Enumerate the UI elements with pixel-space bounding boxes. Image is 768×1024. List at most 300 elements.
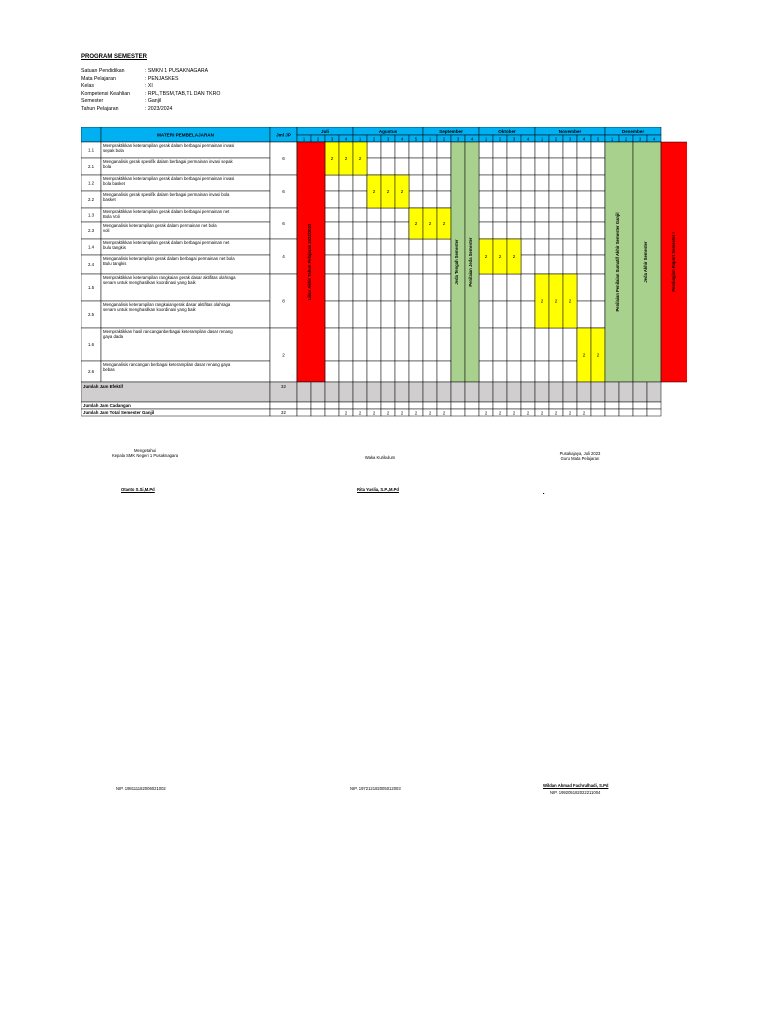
row-no: 1.3 <box>87 212 95 218</box>
week-cell <box>479 222 493 239</box>
week-header-label: 4 <box>344 136 348 142</box>
week-cell <box>423 239 437 255</box>
week-cell <box>591 142 605 158</box>
row-no: 1.6 <box>87 342 95 347</box>
footer-week-cell <box>591 409 605 416</box>
week-cell <box>563 239 577 255</box>
footer-jp: 32 <box>281 384 286 389</box>
week-cell <box>521 274 535 301</box>
footer-week-cell <box>465 382 479 402</box>
footer-week-cell <box>465 409 479 416</box>
footer-week-cell <box>325 409 339 416</box>
week-cell <box>549 255 563 274</box>
week-cell <box>591 274 605 301</box>
week-cell <box>479 361 493 382</box>
footer-week-cell <box>297 402 311 409</box>
week-cell <box>395 274 409 301</box>
week-cell <box>437 142 451 158</box>
program-semester-table <box>81 127 687 425</box>
week-cell <box>381 361 395 382</box>
row-materi-text: basket <box>103 197 116 202</box>
week-cell <box>325 208 339 222</box>
week-cell <box>367 222 381 239</box>
week-cell <box>437 191 451 208</box>
week-cell <box>577 222 591 239</box>
week-cell <box>353 175 367 191</box>
week-cell <box>339 301 353 328</box>
week-cell <box>423 274 437 301</box>
week-cell <box>563 328 577 361</box>
week-cell <box>409 361 423 382</box>
footer-week-cell <box>451 409 465 416</box>
footer-week-cell <box>591 402 605 409</box>
week-header-label: 4 <box>652 136 656 142</box>
week-cell <box>479 158 493 175</box>
week-cell <box>395 255 409 274</box>
week-cell <box>437 239 451 255</box>
pas-band-label: Penilaian Penilaian Sumatif Akhir Semester Ganjil <box>615 212 620 312</box>
week-cell <box>521 328 535 361</box>
week-cell <box>479 208 493 222</box>
row-materi-text: bola basket <box>103 181 125 186</box>
total-week-value: 2 <box>428 410 432 416</box>
week-cell <box>507 328 521 361</box>
total-week-value: 2 <box>372 410 376 416</box>
week-cell <box>339 191 353 208</box>
week-cell <box>367 142 381 158</box>
row-materi-text: Mempraktikkan keterampilan gerak dalam berbagai permainan net <box>103 209 230 214</box>
week-cell <box>395 301 409 328</box>
yellow-cell-value: 2 <box>372 189 376 194</box>
row-materi-text: Mempraktikkan keterampilan gerak dalam berbagai permainan net <box>103 240 230 245</box>
week-cell <box>479 175 493 191</box>
footer-week-cell <box>535 402 549 409</box>
info-value: : XI <box>145 83 153 90</box>
info-value: : 2023/2024 <box>145 105 173 112</box>
yellow-cell-value: 2 <box>582 352 586 358</box>
footer-week-cell <box>311 402 325 409</box>
week-cell <box>591 222 605 239</box>
week-cell <box>409 274 423 301</box>
row-no: 1.2 <box>87 180 95 186</box>
week-cell <box>367 158 381 175</box>
week-header-label: 5 <box>596 136 600 142</box>
yellow-cell-value: 2 <box>596 352 600 358</box>
week-cell <box>325 274 339 301</box>
week-cell <box>507 301 521 328</box>
footer-week-cell <box>633 382 647 402</box>
week-header-label: 1 <box>484 136 488 142</box>
week-cell <box>563 175 577 191</box>
week-cell <box>535 222 549 239</box>
week-cell <box>563 158 577 175</box>
week-header-label: 2 <box>316 136 320 142</box>
info-row <box>81 106 220 114</box>
info-row <box>81 68 220 76</box>
yellow-cell-value: 2 <box>442 221 446 226</box>
sig-right-name: Wildan Ahmad Fachrulhadi, S.Pd <box>543 783 609 788</box>
jts-band-label: Jeda Tengah Semester <box>454 239 459 285</box>
footer-label: Jumlah Jam Total Semester Ganjil <box>83 410 155 415</box>
row-no: 2.4 <box>87 262 95 267</box>
week-cell <box>535 142 549 158</box>
week-cell <box>339 222 353 239</box>
week-cell <box>367 361 381 382</box>
week-cell <box>493 208 507 222</box>
week-cell <box>577 301 591 328</box>
footer-week-cell <box>437 382 451 402</box>
footer-week-cell <box>619 409 633 416</box>
week-cell <box>535 239 549 255</box>
footer-week-cell <box>409 382 423 402</box>
week-cell <box>521 239 535 255</box>
row-materi-text: Mempraktikkan keterampilan gerak dalam berbagai permainan invasi <box>103 176 235 181</box>
week-cell <box>563 191 577 208</box>
sig-middle-name: Rita Yuslia, S.P.,M.Pd <box>357 487 399 492</box>
jp-value: 6 <box>282 156 285 161</box>
week-cell <box>325 175 339 191</box>
week-cell <box>367 208 381 222</box>
yellow-cell-value: 2 <box>554 298 558 304</box>
footer-week-cell <box>549 402 563 409</box>
footer-week-cell <box>507 382 521 402</box>
week-cell <box>507 222 521 239</box>
pts-band-label: Penilaian Jeda Semester <box>468 237 473 287</box>
week-cell <box>353 301 367 328</box>
footer-week-cell <box>577 402 591 409</box>
week-cell <box>395 328 409 361</box>
week-cell <box>339 328 353 361</box>
footer-week-cell <box>367 402 381 409</box>
month-header-label: September <box>439 129 463 134</box>
week-cell <box>437 158 451 175</box>
sig-right-line2: Guru Mata Pelajaran <box>560 456 600 461</box>
week-cell <box>507 191 521 208</box>
week-header-label: 1 <box>610 136 614 142</box>
week-cell <box>591 158 605 175</box>
week-cell <box>535 328 549 361</box>
week-cell <box>493 142 507 158</box>
week-cell <box>563 361 577 382</box>
week-cell <box>563 255 577 274</box>
week-cell <box>423 361 437 382</box>
footer-week-cell <box>591 382 605 402</box>
sig-left-name: Otanto S.Si,M.Pd <box>121 487 155 492</box>
total-week-value: 2 <box>344 410 348 416</box>
sig-left-line1: Mengetahui <box>134 448 156 453</box>
signature-right <box>535 451 625 461</box>
week-cell <box>493 175 507 191</box>
footer-week-cell <box>297 409 311 416</box>
footer-week-cell <box>451 382 465 402</box>
week-cell <box>423 328 437 361</box>
footer-week-cell <box>395 402 409 409</box>
week-cell <box>339 239 353 255</box>
document-title: PROGRAM SEMESTER <box>81 54 148 60</box>
week-cell <box>563 222 577 239</box>
footer-week-cell <box>479 382 493 402</box>
row-materi-text: Mempraktikkan keterampilan gerak dalam berbagai permainan invasi <box>103 143 235 148</box>
week-cell <box>409 328 423 361</box>
info-label: Kompetensi Keahlian <box>81 90 131 97</box>
row-materi-text: Menganalisis gerak spesifik dalam berbagai permainan invasi bola <box>103 192 230 197</box>
week-cell <box>521 191 535 208</box>
week-cell <box>423 301 437 328</box>
week-cell <box>395 222 409 239</box>
sig-right-line1: Pusakajaya, Juli 2023 <box>559 451 601 456</box>
week-cell <box>395 142 409 158</box>
total-week-value: 2 <box>386 410 390 416</box>
week-cell <box>325 191 339 208</box>
info-row <box>81 98 220 106</box>
total-week-value: 2 <box>582 410 586 416</box>
row-materi-text: Menganalisis keterampilan gerak dalam berbagai permainan net bola <box>103 256 235 261</box>
yellow-cell-value: 2 <box>498 254 502 259</box>
week-cell <box>479 274 493 301</box>
week-cell <box>437 255 451 274</box>
week-cell <box>507 361 521 382</box>
total-week-value: 2 <box>358 410 362 416</box>
week-cell <box>535 175 549 191</box>
info-label: Semester <box>81 98 104 105</box>
info-value: : PENJASKES <box>145 75 179 82</box>
yellow-cell-value: 2 <box>428 221 432 226</box>
week-cell <box>549 222 563 239</box>
footer-week-cell <box>647 382 661 402</box>
row-materi-text: Mempraktikkan hasil rancanganberbagai keterampilan dasar renang <box>103 329 233 334</box>
week-cell <box>493 191 507 208</box>
week-cell <box>521 142 535 158</box>
rapor-band-label: Pembagian Raport Semester I <box>671 232 676 292</box>
footer-week-cell <box>521 382 535 402</box>
week-cell <box>381 301 395 328</box>
footer-week-cell <box>493 402 507 409</box>
row-materi-text: Menganalisis keterampilan rangkaiangerak dasar aktifitas olahraga <box>103 302 231 307</box>
week-cell <box>577 158 591 175</box>
week-header-label: 5 <box>414 136 418 142</box>
footer-week-cell <box>647 402 661 409</box>
info-value: : Ganjil <box>145 98 162 105</box>
yellow-cell-value: 2 <box>484 254 488 259</box>
week-cell <box>353 239 367 255</box>
week-cell <box>353 191 367 208</box>
week-cell <box>521 301 535 328</box>
week-cell <box>521 175 535 191</box>
week-cell <box>381 274 395 301</box>
row-materi-text: Menganalisis keterampilan gerak dalam permainan net bola <box>103 223 217 228</box>
total-week-value: 2 <box>568 410 572 416</box>
week-cell <box>325 301 339 328</box>
week-cell <box>437 175 451 191</box>
week-cell <box>353 328 367 361</box>
week-header-label: 1 <box>540 136 544 142</box>
week-cell <box>381 158 395 175</box>
info-row <box>81 83 220 91</box>
week-cell <box>367 301 381 328</box>
week-cell <box>563 142 577 158</box>
week-cell <box>325 222 339 239</box>
week-cell <box>535 361 549 382</box>
week-cell <box>549 208 563 222</box>
week-cell <box>493 222 507 239</box>
footer-week-cell <box>339 382 353 402</box>
week-cell <box>591 191 605 208</box>
week-cell <box>423 191 437 208</box>
header-materi: MATERI PEMBELAJARAN <box>157 132 214 138</box>
week-cell <box>535 255 549 274</box>
week-cell <box>395 158 409 175</box>
info-value: : RPL,TBSM,TAB,TL DAN TKRO <box>145 90 221 97</box>
week-cell <box>577 208 591 222</box>
week-cell <box>549 328 563 361</box>
week-cell <box>381 328 395 361</box>
footer-week-cell <box>647 409 661 416</box>
row-materi-text: bebas <box>103 367 115 372</box>
sig-right-nip: NIP. 199205182022211004 <box>550 790 601 795</box>
footer-week-cell <box>465 402 479 409</box>
week-header-label: 4 <box>582 136 586 142</box>
week-cell <box>437 274 451 301</box>
week-cell <box>507 142 521 158</box>
week-header-label: 4 <box>470 136 474 142</box>
week-header-label: 3 <box>638 136 642 142</box>
row-materi-text: senam untuk menghasilkan koordinasi yang baik <box>103 307 196 312</box>
jp-value: 8 <box>282 298 285 304</box>
month-header-label: Agustus <box>378 129 398 134</box>
sig-middle-line1: Waka Kurikulum <box>364 455 396 460</box>
footer-week-cell <box>479 402 493 409</box>
yellow-cell-value: 2 <box>512 254 516 259</box>
week-cell <box>395 361 409 382</box>
week-cell <box>409 191 423 208</box>
week-cell <box>493 328 507 361</box>
week-cell <box>479 142 493 158</box>
footer-week-cell <box>577 382 591 402</box>
week-cell <box>535 208 549 222</box>
signature-middle <box>335 455 425 460</box>
header-no-cell <box>81 127 101 142</box>
row-no: 2.2 <box>87 197 95 202</box>
total-week-value: 2 <box>540 410 544 416</box>
footer-week-cell <box>353 402 367 409</box>
week-cell <box>549 175 563 191</box>
week-cell <box>549 239 563 255</box>
jas-band-label: Jeda Akhir Semester <box>643 241 648 283</box>
week-cell <box>507 274 521 301</box>
week-cell <box>493 158 507 175</box>
week-cell <box>325 239 339 255</box>
info-label: Mata Pelajaran <box>81 75 116 82</box>
week-cell <box>521 222 535 239</box>
row-no: 2.3 <box>87 228 95 233</box>
week-cell <box>353 361 367 382</box>
row-materi-text: gaya dada <box>103 334 124 339</box>
footer-week-cell <box>507 402 521 409</box>
row-materi-text: bola <box>103 164 112 169</box>
week-cell <box>409 255 423 274</box>
week-header-label: 3 <box>330 136 334 142</box>
header-jml: Jml JP <box>276 132 291 138</box>
week-cell <box>591 175 605 191</box>
sig-left-nip: NIP. 198111182006021002 <box>116 786 166 791</box>
week-cell <box>423 142 437 158</box>
week-cell <box>367 255 381 274</box>
row-materi-text: Bulu tangkis <box>103 261 127 266</box>
week-cell <box>423 175 437 191</box>
table-svg <box>81 127 687 425</box>
week-cell <box>367 328 381 361</box>
footer-week-cell <box>381 382 395 402</box>
jp-value: 6 <box>282 221 285 226</box>
yellow-cell-value: 2 <box>344 156 348 161</box>
yellow-cell-value: 2 <box>540 298 544 304</box>
week-cell <box>325 328 339 361</box>
week-cell <box>339 274 353 301</box>
week-cell <box>535 191 549 208</box>
info-label: Satuan Pendidikan <box>81 68 125 74</box>
footer-week-cell <box>353 382 367 402</box>
footer-week-cell <box>451 402 465 409</box>
week-cell <box>409 175 423 191</box>
footer-label: Jumlah Jam Efektif <box>83 384 124 389</box>
week-cell <box>577 255 591 274</box>
week-header-label: 1 <box>358 136 362 142</box>
week-header-label: 1 <box>302 136 306 142</box>
week-cell <box>493 301 507 328</box>
week-cell <box>563 208 577 222</box>
week-header-label: 3 <box>386 136 390 142</box>
row-materi-text: bulu tangkis <box>103 245 126 250</box>
week-cell <box>437 328 451 361</box>
week-cell <box>339 255 353 274</box>
sig-right-name-top <box>543 488 544 493</box>
week-header-label: 3 <box>456 136 460 142</box>
week-cell <box>493 361 507 382</box>
week-header-label: 2 <box>498 136 502 142</box>
week-cell <box>591 301 605 328</box>
footer-week-cell <box>437 402 451 409</box>
row-no: 1.4 <box>87 244 95 250</box>
row-materi-text: Menganalisis gerak spesifik dalam berbagai permainan invasi sepak <box>103 159 233 164</box>
week-cell <box>325 255 339 274</box>
row-materi-text: Menganalisis rancangan berbagai keterampilan dasar renang gaya <box>103 362 231 367</box>
total-week-value: 2 <box>526 410 530 416</box>
sig-middle-nip: NIP. 197212182005012003 <box>350 786 401 791</box>
signature-left <box>90 448 200 458</box>
footer-week-cell <box>381 402 395 409</box>
info-row <box>81 76 220 84</box>
footer-week-cell <box>605 402 619 409</box>
week-header-label: 2 <box>624 136 628 142</box>
week-cell <box>395 208 409 222</box>
week-cell <box>507 208 521 222</box>
footer-week-cell <box>619 402 633 409</box>
week-cell <box>381 255 395 274</box>
week-cell <box>507 158 521 175</box>
week-cell <box>409 239 423 255</box>
row-materi-text: sepak bola <box>103 148 124 153</box>
yellow-cell-value: 2 <box>414 221 418 226</box>
week-cell <box>591 208 605 222</box>
week-cell <box>353 255 367 274</box>
yellow-cell-value: 2 <box>330 156 334 161</box>
jp-value: 2 <box>282 352 285 358</box>
week-cell <box>577 175 591 191</box>
row-no: 2.6 <box>87 369 95 374</box>
week-header-label: 3 <box>568 136 572 142</box>
week-cell <box>493 274 507 301</box>
week-cell <box>325 361 339 382</box>
